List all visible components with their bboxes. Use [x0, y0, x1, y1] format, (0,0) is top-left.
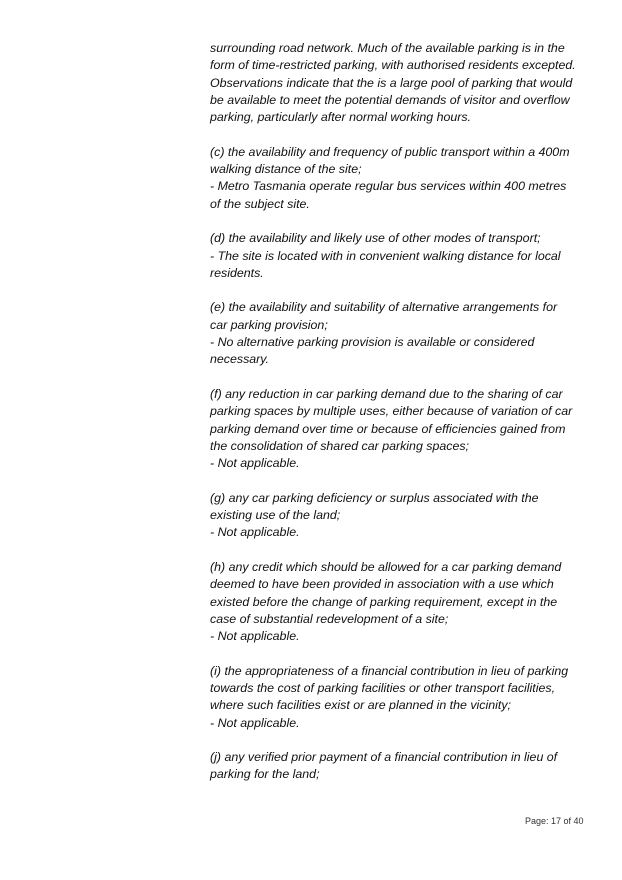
response-text: - Not applicable. [210, 629, 300, 644]
paragraph-intro [210, 40, 590, 126]
criterion-text: car parking provision; [210, 317, 328, 332]
criterion-text: (c) the availability and frequency of public transport within a 400m [210, 144, 570, 159]
text-line: parking, particularly after normal working hours. [210, 110, 472, 125]
text-line: be available to meet the potential demands of visitor and overflow [210, 92, 570, 107]
paragraph-c [210, 144, 590, 213]
criterion-text: walking distance of the site; [210, 162, 362, 177]
criterion-text: case of substantial redevelopment of a site; [210, 611, 449, 626]
text-line: Observations indicate that the is a large pool of parking that would [210, 75, 573, 90]
text-line: form of time-restricted parking, with authorised residents excepted. [210, 58, 576, 73]
criterion-text: parking spaces by multiple uses, either because of variation of car [210, 404, 573, 419]
paragraph-d [210, 230, 590, 282]
paragraph-h [210, 559, 590, 645]
criterion-text: existed before the change of parking requirement, except in the [210, 594, 558, 609]
response-text: - Not applicable. [210, 525, 300, 540]
criterion-text: parking demand over time or because of efficiencies gained from [210, 421, 566, 436]
response-text: of the subject site. [210, 196, 310, 211]
paragraph-j [210, 749, 590, 784]
response-text: residents. [210, 265, 264, 280]
response-text: - Not applicable. [210, 456, 300, 471]
criterion-text: (f) any reduction in car parking demand due to the sharing of car [210, 386, 563, 401]
criterion-text: (i) the appropriateness of a financial contribution in lieu of parking [210, 663, 569, 678]
response-text: - Metro Tasmania operate regular bus services within 400 metres [210, 179, 567, 194]
criterion-text: where such facilities exist or are planned in the vicinity; [210, 698, 511, 713]
criterion-text: deemed to have been provided in association with a use which [210, 577, 554, 592]
criterion-text: the consolidation of shared car parking spaces; [210, 438, 469, 453]
paragraph-f [210, 386, 590, 472]
response-text: necessary. [210, 352, 269, 367]
criterion-text: towards the cost of parking facilities or other transport facilities, [210, 680, 556, 695]
text-line: surrounding road network. Much of the available parking is in the [210, 41, 565, 55]
response-text: - No alternative parking provision is available or considered [210, 335, 535, 350]
page-number: Page: 17 of 40 [525, 816, 584, 826]
criterion-text: (j) any verified prior payment of a financial contribution in lieu of [210, 750, 558, 765]
paragraph-e [210, 299, 590, 368]
paragraph-i [210, 663, 590, 732]
paragraph-g [210, 490, 590, 542]
response-text: - Not applicable. [210, 715, 300, 730]
criterion-text: (d) the availability and likely use of other modes of transport; [210, 231, 541, 246]
criterion-text: (e) the availability and suitability of alternative arrangements for [210, 300, 558, 315]
document-body [210, 40, 590, 801]
criterion-text: existing use of the land; [210, 508, 341, 523]
response-text: - The site is located with in convenient walking distance for local [210, 248, 561, 263]
criterion-text: (h) any credit which should be allowed for a car parking demand [210, 559, 562, 574]
criterion-text: parking for the land; [210, 767, 320, 782]
criterion-text: (g) any car parking deficiency or surplus associated with the [210, 490, 539, 505]
